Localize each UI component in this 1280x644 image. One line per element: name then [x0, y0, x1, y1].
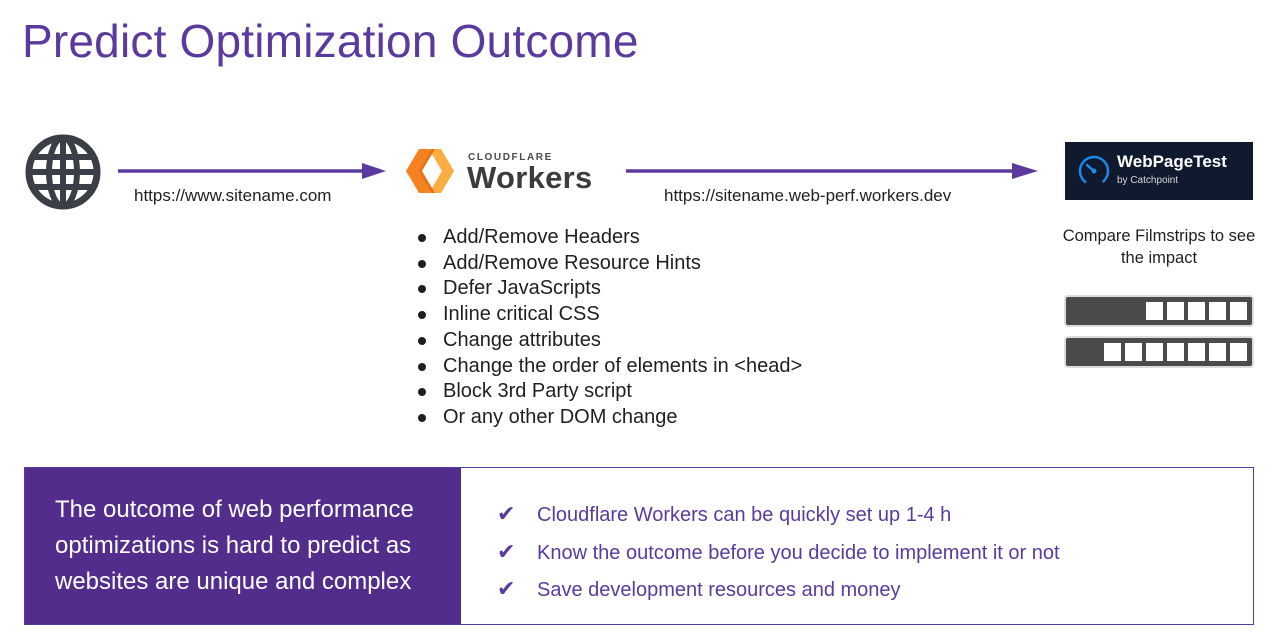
filmstrip-frame: [1188, 302, 1205, 320]
filmstrip-icon: [1064, 295, 1254, 327]
check-icon: ✔: [497, 501, 516, 526]
filmstrip-frame: [1230, 302, 1247, 320]
summary-box: [24, 467, 1254, 625]
filmstrip-frame: [1230, 343, 1247, 361]
benefits-list: [497, 496, 1060, 609]
catchpoint-byline: by Catchpoint: [1117, 175, 1179, 186]
list-item: Defer JavaScripts: [418, 276, 802, 302]
arrow-to-webpagetest: [626, 163, 1038, 179]
filmstrip-frame: [1146, 302, 1163, 320]
worker-url: https://sitename.web-perf.workers.dev: [664, 186, 952, 205]
filmstrip-icon: [1064, 336, 1254, 368]
check-icon: ✔: [497, 538, 516, 564]
webpagetest-wordmark: WebPageTest: [1117, 152, 1227, 171]
list-item: Or any other DOM change: [418, 405, 802, 431]
filmstrip-frame: [1104, 343, 1121, 361]
cloudflare-workers-icon: [402, 143, 458, 199]
page-title: Predict Optimization Outcome: [22, 15, 639, 67]
cloudflare-wordmark: CLOUDFLARE: [468, 152, 553, 163]
problem-statement: The outcome of web performance optimizations is hard to predict as websites are unique and complex: [55, 496, 414, 595]
benefit-text: Save development resources and money: [537, 579, 901, 601]
check-icon: ✔: [497, 576, 516, 601]
list-item: Add/Remove Headers: [418, 225, 802, 251]
benefit-text: Cloudflare Workers can be quickly set up 1-4 h: [537, 504, 952, 526]
list-item: Change the order of elements in <head>: [418, 354, 802, 380]
list-item: Inline critical CSS: [418, 302, 802, 328]
problem-panel: [25, 468, 461, 624]
list-item: [497, 534, 1060, 572]
filmstrip-frame: [1125, 343, 1142, 361]
list-item: Change attributes: [418, 328, 802, 354]
filmstrip-frame: [1167, 302, 1184, 320]
list-item: Block 3rd Party script: [418, 379, 802, 405]
list-item: [497, 571, 1060, 609]
list-item: Add/Remove Resource Hints: [418, 251, 802, 277]
benefit-text: Know the outcome before you decide to implement it or not: [537, 541, 1060, 564]
filmstrip-frame: [1188, 343, 1205, 361]
speedometer-icon: [1077, 154, 1111, 188]
filmstrip-frame: [1146, 343, 1163, 361]
workers-wordmark: Workers: [467, 160, 593, 195]
globe-icon: [24, 133, 102, 211]
source-url: https://www.sitename.com: [134, 186, 332, 205]
webpagetest-logo: [1065, 142, 1253, 200]
list-item: [497, 496, 1060, 534]
filmstrip-frame: [1167, 343, 1184, 361]
arrow-to-workers: [118, 163, 386, 179]
compare-caption: Compare Filmstrips to see the impact: [1062, 227, 1256, 267]
filmstrip-frame: [1209, 302, 1226, 320]
optimization-list: [418, 225, 802, 431]
filmstrip-frame: [1209, 343, 1226, 361]
